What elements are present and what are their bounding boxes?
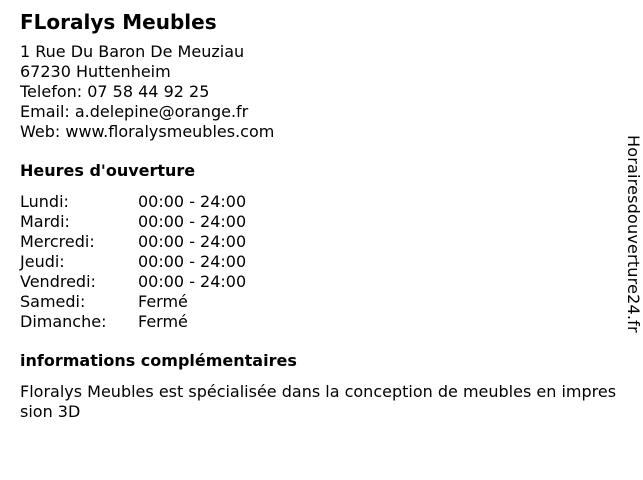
business-name: FLoralys Meubles bbox=[20, 10, 217, 34]
hours-row bbox=[20, 272, 610, 292]
hours-row bbox=[20, 292, 610, 312]
hours-time: 00:00 - 24:00 bbox=[138, 272, 247, 291]
hours-time: Fermé bbox=[138, 312, 188, 331]
hours-time: 00:00 - 24:00 bbox=[138, 192, 247, 211]
side-watermark-label: Horairesdouverture24.fr bbox=[624, 135, 643, 333]
hours-row bbox=[20, 252, 610, 272]
email-line: Email: a.delepine@orange.fr bbox=[20, 102, 249, 121]
address-line-2: 67230 Huttenheim bbox=[20, 62, 171, 81]
additional-info-heading: informations complémentaires bbox=[20, 351, 297, 370]
hours-time: 00:00 - 24:00 bbox=[138, 212, 247, 231]
address-line-1: 1 Rue Du Baron De Meuziau bbox=[20, 42, 245, 61]
hours-time: Fermé bbox=[138, 292, 188, 311]
web-line: Web: www.floralysmeubles.com bbox=[20, 122, 275, 141]
hours-day: Mercredi: bbox=[20, 232, 95, 251]
hours-day: Lundi: bbox=[20, 192, 69, 211]
hours-row bbox=[20, 312, 610, 332]
business-card bbox=[20, 8, 617, 422]
hours-row bbox=[20, 212, 610, 232]
hours-row bbox=[20, 192, 610, 212]
hours-day: Jeudi: bbox=[20, 252, 65, 271]
hours-time: 00:00 - 24:00 bbox=[138, 232, 247, 251]
hours-day: Mardi: bbox=[20, 212, 70, 231]
hours-time: 00:00 - 24:00 bbox=[138, 252, 247, 271]
phone-line: Telefon: 07 58 44 92 25 bbox=[20, 82, 210, 101]
hours-day: Vendredi: bbox=[20, 272, 96, 291]
hours-day: Dimanche: bbox=[20, 312, 107, 331]
additional-info-text: Floralys Meubles est spécialisée dans la conception de meubles en impression 3D bbox=[20, 382, 617, 421]
hours-day: Samedi: bbox=[20, 292, 86, 311]
opening-hours-heading: Heures d'ouverture bbox=[20, 161, 196, 180]
opening-hours-table bbox=[20, 192, 610, 332]
hours-row bbox=[20, 232, 610, 252]
